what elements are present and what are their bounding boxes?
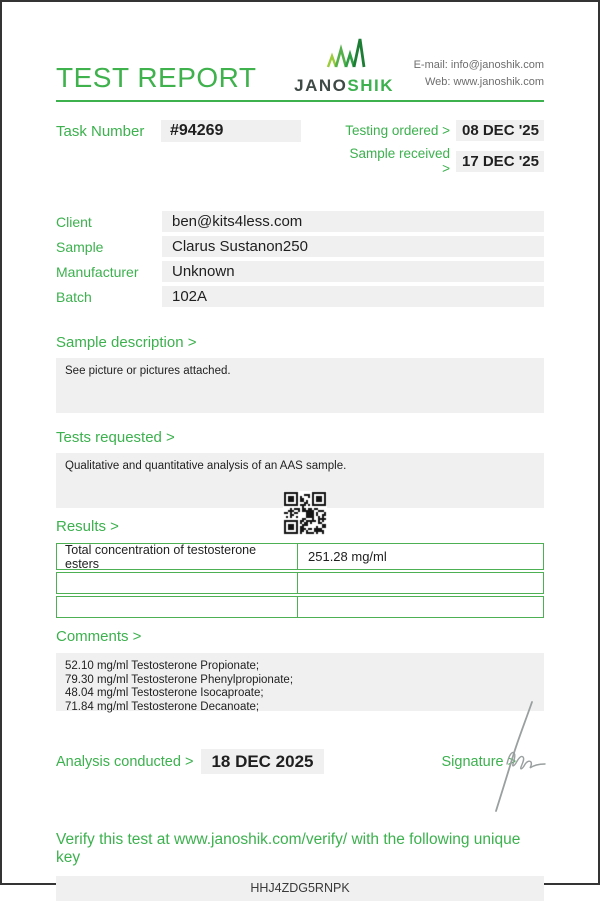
testing-ordered-value: 08 DEC '25 <box>456 120 544 141</box>
tests-requested-heading: Tests requested > <box>56 429 175 446</box>
table-row <box>56 596 544 618</box>
task-number-value: #94269 <box>161 120 301 142</box>
brand-wordmark-dark: JANO <box>294 76 348 95</box>
task-number-label: Task Number <box>56 122 145 140</box>
sample-info-list <box>56 211 544 307</box>
result-value-cell <box>298 573 543 593</box>
sample-label: Sample <box>56 238 104 255</box>
handwritten-signature <box>480 698 552 816</box>
contact-email-row <box>414 57 544 74</box>
task-number-row <box>56 120 301 142</box>
verify-text: Verify this test at www.janoshik.com/verify/ with the following unique key <box>56 831 521 866</box>
manufacturer-value: Unknown <box>162 261 544 282</box>
growth-chart-icon <box>321 36 367 70</box>
email-value: info@janoshik.com <box>450 59 544 71</box>
contact-web-row <box>414 74 544 91</box>
comments-box <box>56 653 544 711</box>
comments-heading: Comments > <box>56 628 142 645</box>
sample-row <box>56 236 544 257</box>
qr-code-icon <box>283 491 327 535</box>
sample-received-row <box>338 146 544 176</box>
testing-ordered-label: Testing ordered > <box>345 123 450 138</box>
comment-line: 79.30 mg/ml Testosterone Phenylpropionate; <box>65 673 294 686</box>
page-title: TEST REPORT <box>56 62 257 93</box>
email-label: E-mail: <box>413 59 448 71</box>
result-value-cell: 251.28 mg/ml <box>308 549 387 564</box>
analysis-conducted-label: Analysis conducted > <box>56 753 194 770</box>
client-value: ben@kits4less.com <box>162 211 544 232</box>
batch-row <box>56 286 544 307</box>
manufacturer-label: Manufacturer <box>56 263 139 280</box>
brand-logo <box>294 36 394 94</box>
sample-value: Clarus Sustanon250 <box>162 236 544 257</box>
brand-wordmark-green: SHIK <box>347 76 394 95</box>
web-value: www.janoshik.com <box>453 76 544 88</box>
results-table <box>56 543 544 618</box>
header-divider <box>56 100 544 102</box>
contact-block <box>414 57 544 91</box>
manufacturer-row <box>56 261 544 282</box>
conclusion-row <box>56 749 544 774</box>
client-row <box>56 211 544 232</box>
result-name-cell: Total concentration of testosterone esters <box>57 544 298 569</box>
batch-value: 102A <box>162 286 544 307</box>
sample-description-heading: Sample description > <box>56 334 197 351</box>
sample-received-label: Sample received > <box>349 146 450 176</box>
batch-label: Batch <box>56 288 92 305</box>
client-label: Client <box>56 213 92 230</box>
table-row <box>56 572 544 594</box>
comment-line: 48.04 mg/ml Testosterone Isocaproate; <box>65 687 264 699</box>
report-header <box>2 2 598 94</box>
verify-key: HHJ4ZDG5RNPK <box>250 881 350 895</box>
comment-line: 71.84 mg/ml Testosterone Decanoate; <box>65 700 260 713</box>
dates-block <box>338 120 544 181</box>
result-name-cell <box>57 573 298 593</box>
brand-wordmark <box>294 77 394 94</box>
tests-requested-box: Qualitative and quantitative analysis of an AAS sample. <box>56 453 544 508</box>
comment-line: 52.10 mg/ml Testosterone Propionate; <box>65 660 260 672</box>
testing-ordered-row <box>338 120 544 141</box>
result-name-cell <box>57 597 298 617</box>
table-row <box>56 543 544 570</box>
results-heading: Results > <box>56 518 119 535</box>
verify-key-box <box>56 876 544 901</box>
analysis-date-value: 18 DEC 2025 <box>201 749 323 774</box>
task-section <box>56 120 544 181</box>
web-label: Web: <box>424 76 451 88</box>
sample-received-value: 17 DEC '25 <box>456 151 544 172</box>
result-value-cell <box>298 597 543 617</box>
signature-label: Signature > <box>441 753 517 770</box>
sample-description-box: See picture or pictures attached. <box>56 358 544 413</box>
